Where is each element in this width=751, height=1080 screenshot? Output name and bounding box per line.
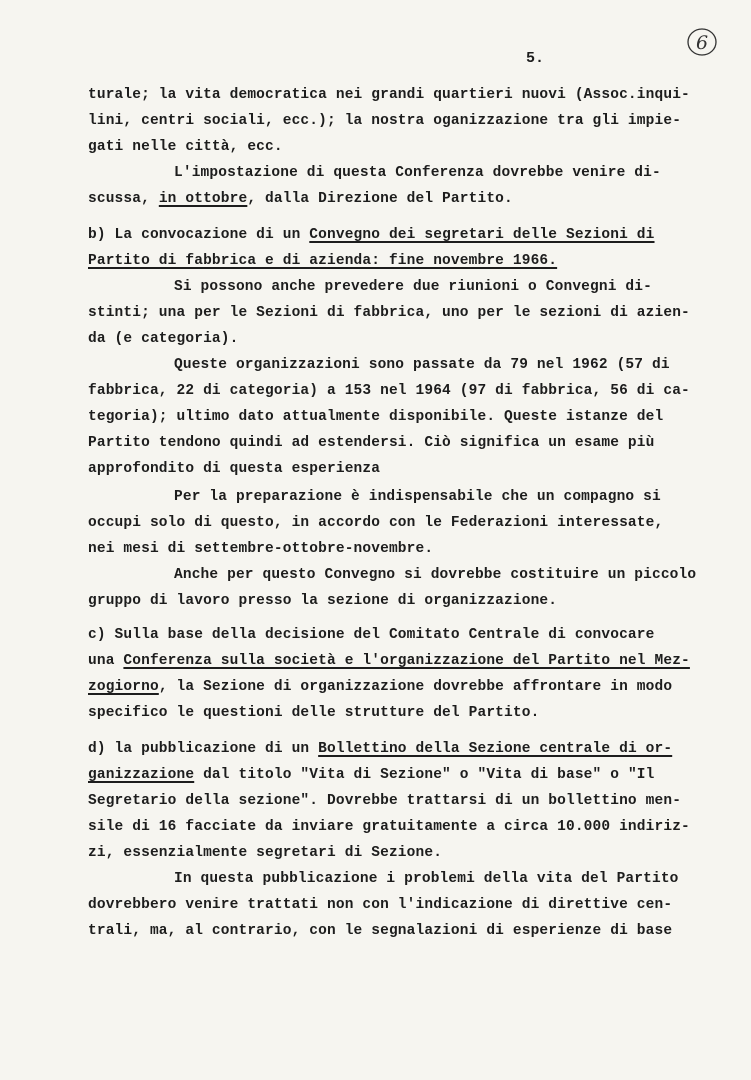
- handwritten-number-text: 6: [696, 32, 709, 54]
- text-line: una Conferenza sulla società e l'organizzazione del Partito nel Mez-: [88, 653, 690, 669]
- page-number: 5.: [526, 50, 545, 67]
- text-line: specifico le questioni delle strutture del Partito.: [88, 705, 540, 721]
- text-line: tegoria); ultimo dato attualmente disponibile. Queste istanze del: [88, 409, 664, 425]
- text-line: dovrebbero venire trattati non con l'indicazione di direttive cen-: [88, 897, 673, 913]
- text-line: L'impostazione di questa Conferenza dovrebbe venire di-: [174, 165, 661, 181]
- text-line: fabbrica, 22 di categoria) a 153 nel 1964 (97 di fabbrica, 56 di ca-: [88, 383, 690, 399]
- text-line: zogiorno, la Sezione di organizzazione dovrebbe affrontare in modo: [88, 679, 673, 695]
- text-line: stinti; una per le Sezioni di fabbrica, uno per le sezioni di azien-: [88, 305, 690, 321]
- text-line: da (e categoria).: [88, 331, 239, 347]
- text-line: Anche per questo Convegno si dovrebbe costituire un piccolo: [174, 567, 697, 583]
- text-line: nei mesi di settembre-ottobre-novembre.: [88, 541, 434, 557]
- text-line: d) la pubblicazione di un Bollettino della Sezione centrale di or-: [88, 741, 673, 757]
- text-line: Partito di fabbrica e di azienda: fine novembre 1966.: [88, 253, 558, 269]
- text-line: Segretario della sezione". Dovrebbe trattarsi di un bollettino men-: [88, 793, 682, 809]
- text-line: zi, essenzialmente segretari di Sezione.: [88, 845, 443, 861]
- circle-mark-icon: [686, 26, 718, 58]
- text-line: occupi solo di questo, in accordo con le Federazioni interessate,: [88, 515, 664, 531]
- text-line: c) Sulla base della decisione del Comitato Centrale di convocare: [88, 627, 655, 643]
- text-line: Partito tendono quindi ad estendersi. Ciò significa un esame più: [88, 435, 655, 451]
- text-line: turale; la vita democratica nei grandi quartieri nuovi (Assoc.inqui-: [88, 87, 690, 103]
- text-line: Per la preparazione è indispensabile che un compagno si: [174, 489, 661, 505]
- text-line: lini, centri sociali, ecc.); la nostra oganizzazione tra gli impie-: [88, 113, 682, 129]
- text-line: gati nelle città, ecc.: [88, 139, 283, 155]
- text-line: gruppo di lavoro presso la sezione di organizzazione.: [88, 593, 558, 609]
- text-line: sile di 16 facciate da inviare gratuitamente a circa 10.000 indiriz-: [88, 819, 690, 835]
- text-line: scussa, in ottobre, dalla Direzione del Partito.: [88, 191, 513, 207]
- text-line: b) La convocazione di un Convegno dei segretari delle Sezioni di: [88, 227, 655, 243]
- text-line: Si possono anche prevedere due riunioni o Convegni di-: [174, 279, 652, 295]
- text-line: ganizzazione dal titolo "Vita di Sezione" o "Vita di base" o "Il: [88, 767, 655, 783]
- text-line: In questa pubblicazione i problemi della vita del Partito: [174, 871, 679, 887]
- text-line: approfondito di questa esperienza: [88, 461, 381, 477]
- text-line: Queste organizzazioni sono passate da 79 nel 1962 (57 di: [174, 357, 670, 373]
- handwritten-circled-number: [686, 26, 718, 58]
- text-line: trali, ma, al contrario, con le segnalazioni di esperienze di base: [88, 923, 673, 939]
